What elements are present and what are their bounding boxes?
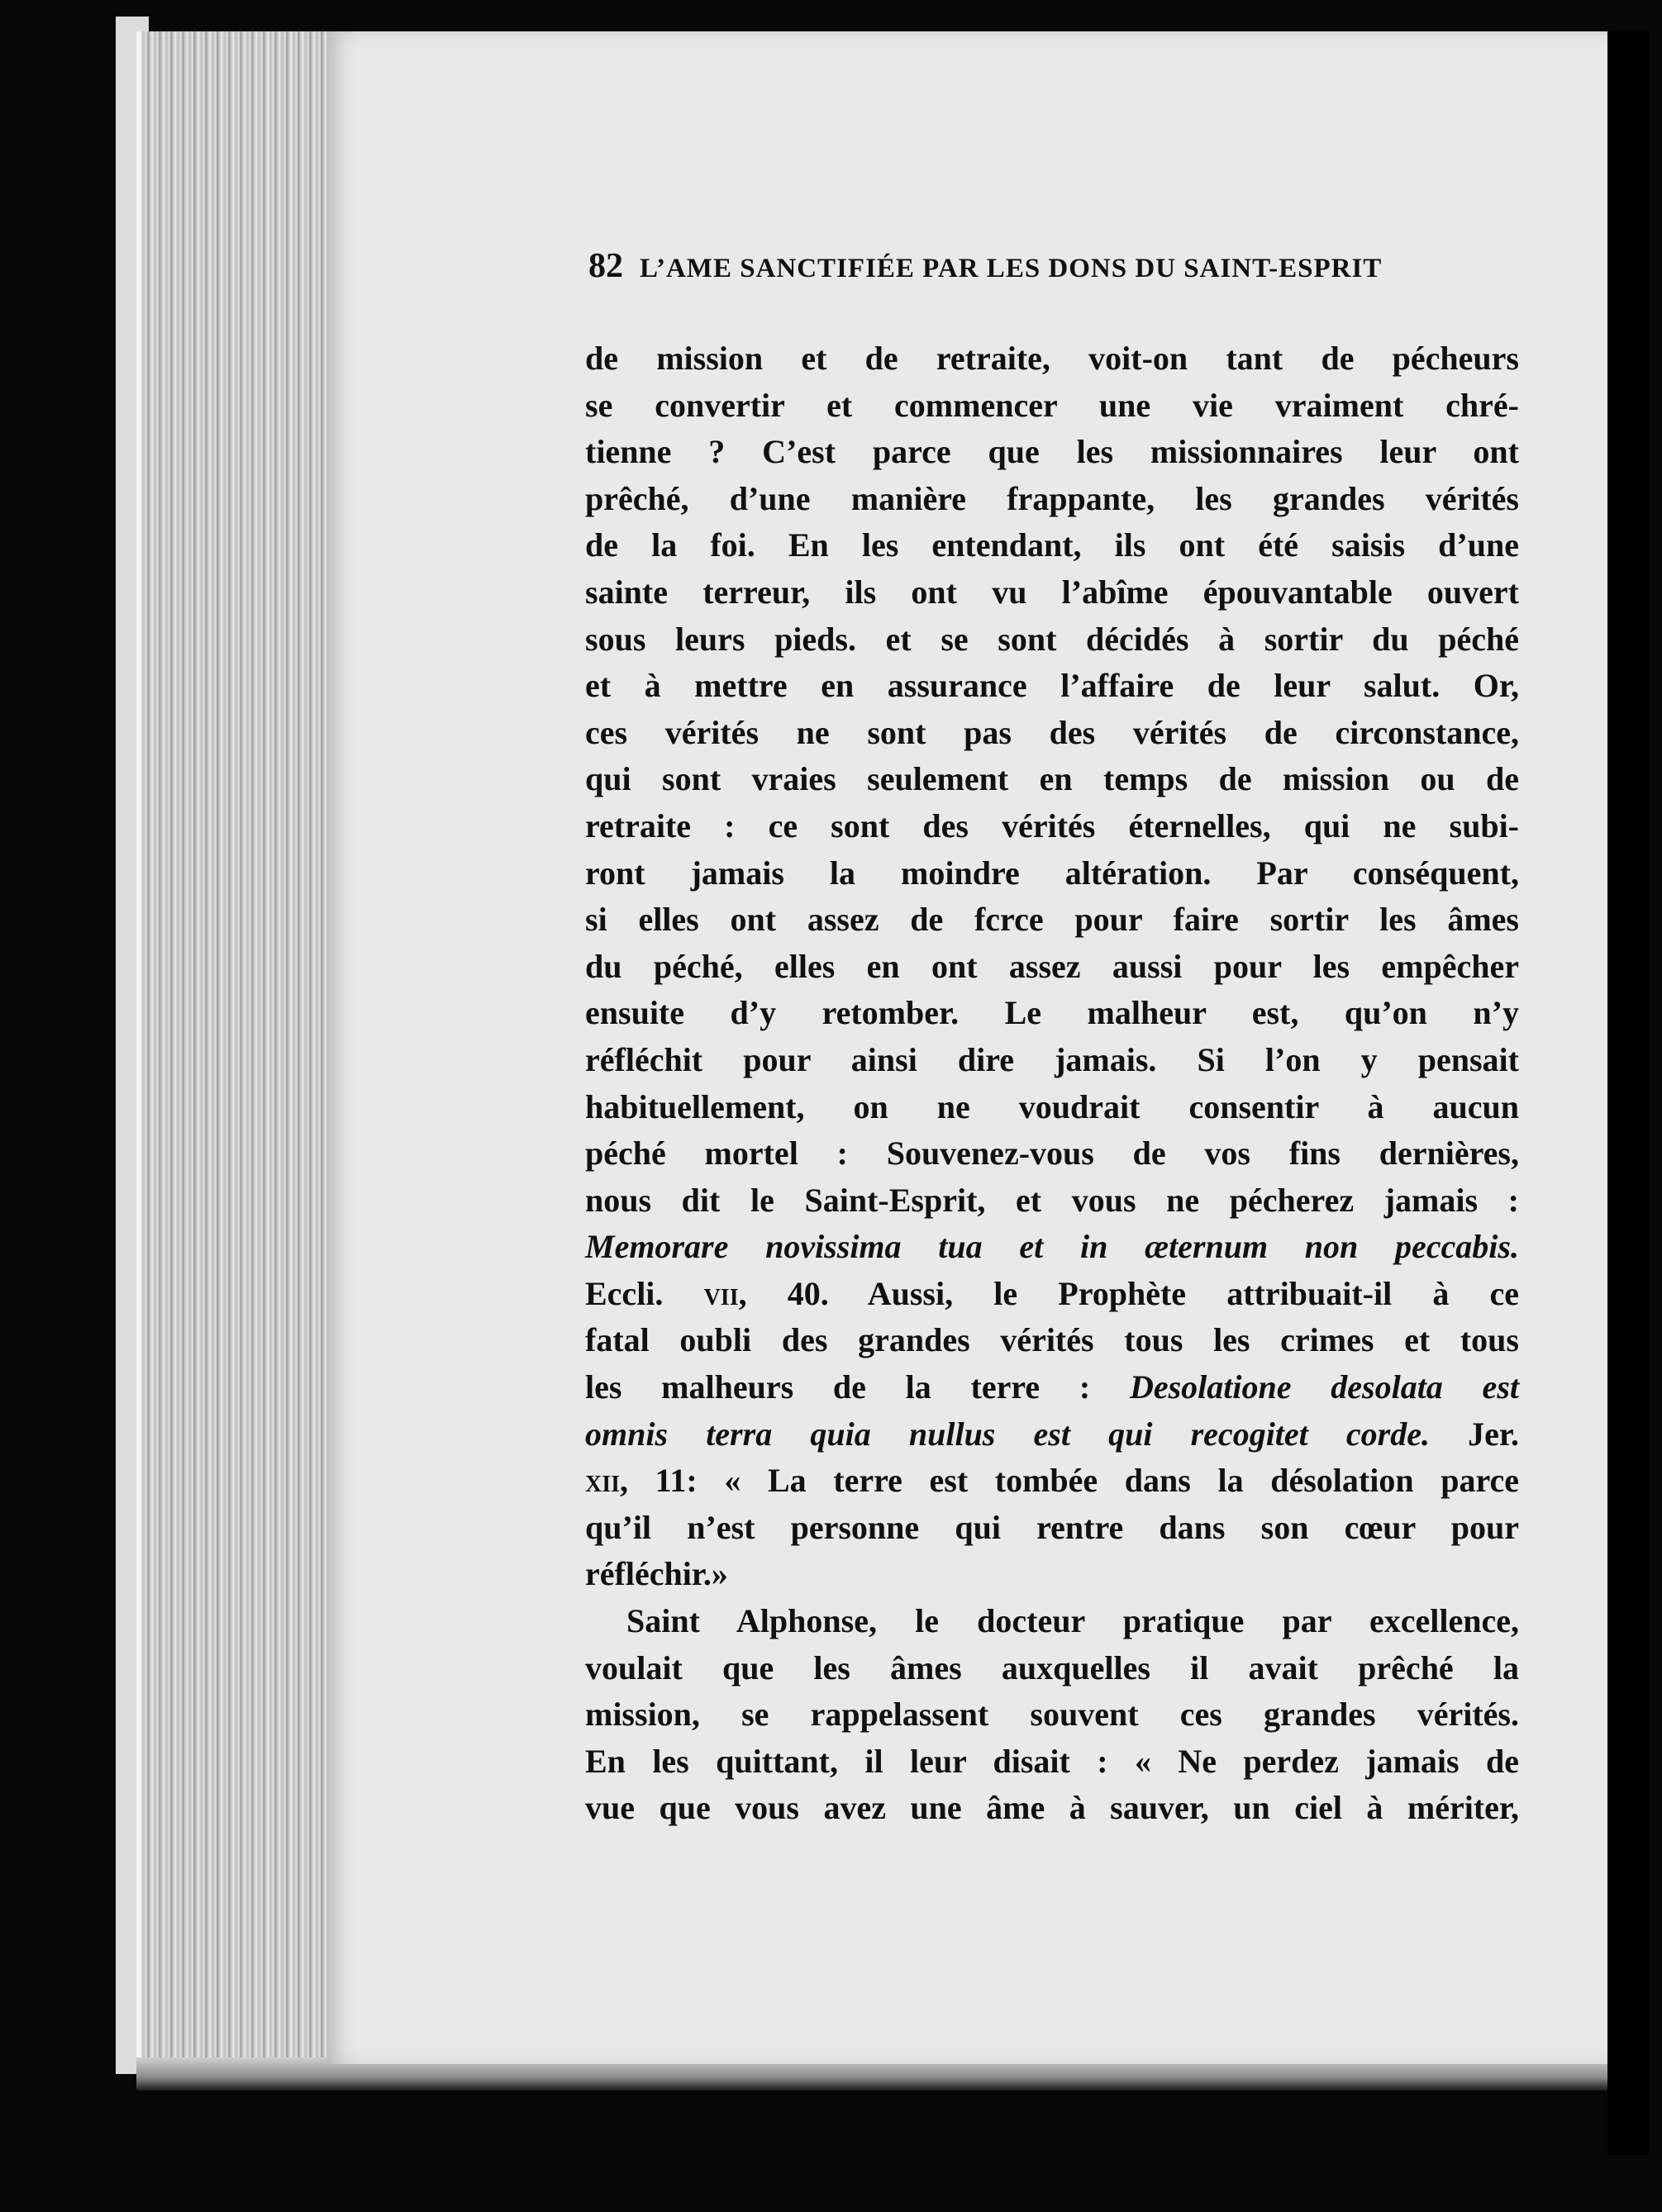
text-line: vue que vous avez une âme à sauver, un ciel à mériter, xyxy=(585,1789,1519,1827)
text-line: voulait que les âmes auxquelles il avait prêché la xyxy=(585,1648,1519,1686)
latin-quotation: Desolatione desolata est xyxy=(1129,1368,1519,1406)
citation-book: Jer. xyxy=(1430,1415,1519,1453)
text-line: sainte terreur, ils ont vu l’abîme épouvantable ouvert xyxy=(585,573,1519,611)
text-line: péché mortel : Souvenez-vous de vos fins dernières, xyxy=(585,1135,1519,1173)
text-line: retraite : ce sont des vérités éternelles, qui ne subi- xyxy=(585,806,1519,844)
page-number: 82 xyxy=(588,247,623,285)
citation-continuation: , 40. Aussi, le Prophète attribuait-il à ce xyxy=(738,1274,1519,1312)
text-line: mission, se rappelassent souvent ces grandes vérités. xyxy=(585,1696,1519,1734)
page-right-shadow xyxy=(1607,31,1649,2155)
paragraph-first-line: Saint Alphonse, le docteur pratique par excellence, xyxy=(626,1602,1519,1640)
text-line: prêché, d’une manière frappante, les grandes vérités xyxy=(585,479,1519,517)
citation-continuation: , 11: « La terre est tombée dans la désolation parce xyxy=(620,1462,1519,1500)
text-line: se convertir et commencer une vie vraiment chré- xyxy=(585,386,1519,424)
text-line: nous dit le Saint-Esprit, et vous ne pécherez jamais : xyxy=(585,1181,1519,1219)
text-line: si elles ont assez de fcrce pour faire sortir les âmes xyxy=(585,901,1519,939)
text-line: habituellement, on ne voudrait consentir à aucun xyxy=(585,1087,1519,1125)
text-line: de la foi. En les entendant, ils ont été saisis d’une xyxy=(585,526,1519,564)
citation-chapter: vii xyxy=(703,1274,739,1312)
text-line: ces vérités ne sont pas des vérités de circonstance, xyxy=(585,713,1519,751)
text-line-mixed xyxy=(585,1411,1519,1458)
text-line: réfléchit pour ainsi dire jamais. Si l’on y pensait xyxy=(585,1040,1519,1078)
page-block-edges xyxy=(136,31,340,2089)
text-line: qui sont vraies seulement en temps de mission ou de xyxy=(585,760,1519,798)
text-line: tienne ? C’est parce que les missionnaires leur ont xyxy=(585,433,1519,471)
text-line: fatal oubli des grandes vérités tous les crimes et tous xyxy=(585,1321,1519,1359)
running-title: L’AME SANCTIFIÉE PAR LES DONS DU SAINT-ESPRIT xyxy=(640,254,1383,283)
text-line: de mission et de retraite, voit-on tant de pécheurs xyxy=(585,340,1519,377)
text-line-citation xyxy=(585,1458,1519,1505)
text-line-citation xyxy=(585,1271,1519,1318)
citation-chapter: xii xyxy=(585,1462,621,1500)
text-line: sous leurs pieds. et se sont décidés à sortir du péché xyxy=(585,620,1519,658)
latin-quotation: omnis terra quia nullus est qui recogitet corde. xyxy=(585,1415,1431,1453)
text-line: ensuite d’y retomber. Le malheur est, qu’on n’y xyxy=(585,994,1519,1032)
running-head xyxy=(588,246,1522,296)
text-line: réfléchir.» xyxy=(585,1555,728,1593)
text-line: qu’il n’est personne qui rentre dans son cœur pour xyxy=(585,1508,1519,1546)
text-line: et à mettre en assurance l’affaire de leur salut. Or, xyxy=(585,667,1519,705)
text-line: En les quittant, il leur disait : « Ne perdez jamais de xyxy=(585,1742,1519,1780)
text-segment: les malheurs de la terre : xyxy=(585,1368,1130,1406)
latin-quotation: Memorare novissima tua et in æternum non peccabis. xyxy=(585,1228,1519,1266)
body-text xyxy=(585,335,1519,1832)
text-line-mixed xyxy=(585,1364,1519,1411)
text-line: ront jamais la moindre altération. Par conséquent, xyxy=(585,854,1519,892)
text-line: du péché, elles en ont assez aussi pour les empêcher xyxy=(585,947,1519,985)
citation-book: Eccli. xyxy=(585,1274,664,1312)
